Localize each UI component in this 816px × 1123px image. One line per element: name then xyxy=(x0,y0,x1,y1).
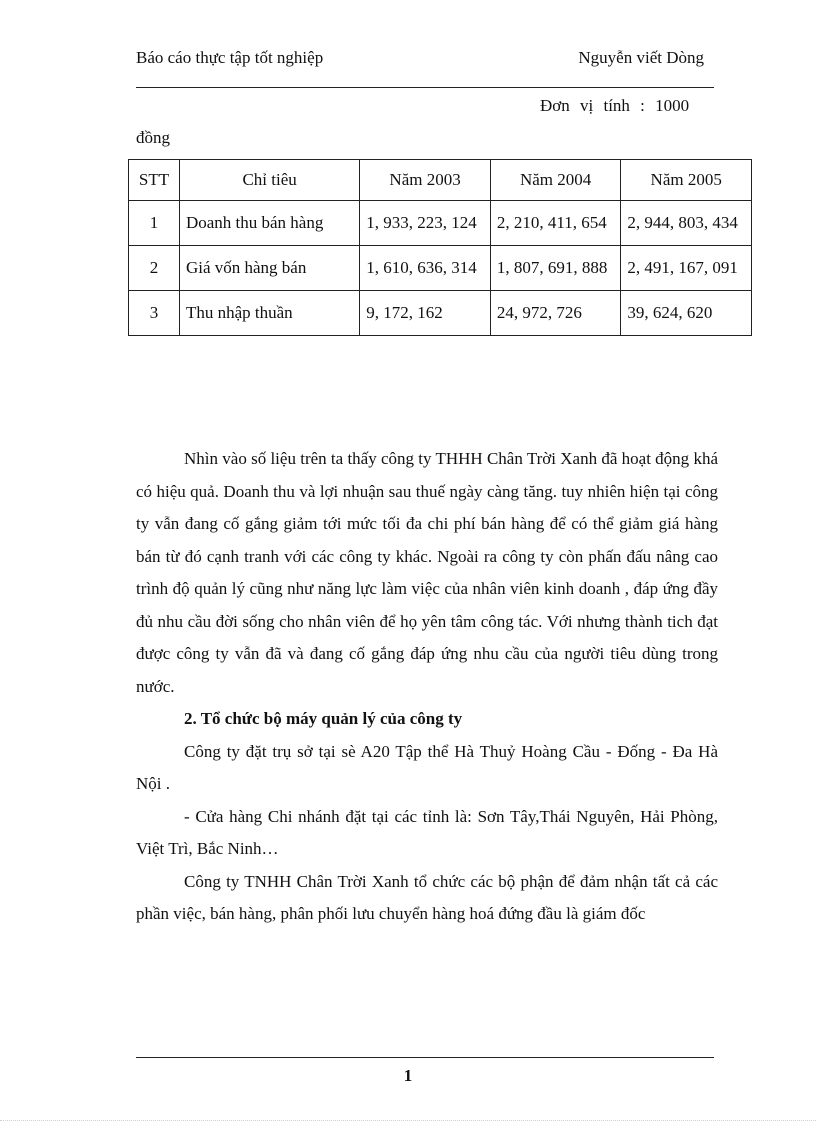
column-header-2004: Năm 2004 xyxy=(490,160,621,201)
paragraph-performance: Nhìn vào số liệu trên ta thấy công ty THHH Chân Trời Xanh đã hoạt động khá có hiệu quả. Doanh thu và lợi nhuận sau thuế ngày càng tăng. tuy nhiên hiện tại công ty vẫn đang cố gắng giảm tới mức tối đa chi phí bán hàng để có thể giảm giá hàng bán từ đó cạnh tranh với các công ty khác. Ngoài ra công ty còn phấn đấu nâng cao trình độ quản lý cũng như năng lực làm việc của nhân viên kinh doanh , đáp ứng đầy đủ nhu cầu đời sống cho nhân viên để họ yên tâm công tác. Với nhưng thành tich đạt được công ty vẫn đã và đang cố gắng đáp ứng nhu cầu của người tiêu dùng trong nước. xyxy=(136,449,718,696)
cell-2004: 1, 807, 691, 888 xyxy=(490,246,621,291)
page-number: 1 xyxy=(403,1066,413,1085)
row-number: 3 xyxy=(129,291,180,336)
financial-table xyxy=(128,159,752,336)
unit-label-continued: đồng xyxy=(136,128,170,147)
table-row xyxy=(129,201,752,246)
column-header-stt: STT xyxy=(129,160,180,201)
unit-label: Đơn vị tính : 1000 xyxy=(540,96,690,115)
cell-2003: 9, 172, 162 xyxy=(360,291,491,336)
cell-2005: 39, 624, 620 xyxy=(621,291,752,336)
footer-rule xyxy=(136,1057,714,1058)
row-indicator: Doanh thu bán hàng xyxy=(179,201,359,246)
header-report-title: Báo cáo thực tập tốt nghiệp xyxy=(136,48,324,67)
paragraph-organization: Công ty TNHH Chân Trời Xanh tổ chức các bộ phận để đảm nhận tất cả các phần việc, bán hàng, phân phối lưu chuyển hàng hoá đứng đầu là giám đốc xyxy=(136,871,718,923)
row-number: 2 xyxy=(129,246,180,291)
body-content xyxy=(136,443,718,931)
cell-2004: 2, 210, 411, 654 xyxy=(490,201,621,246)
page-header xyxy=(136,48,714,72)
cell-2003: 1, 610, 636, 314 xyxy=(360,246,491,291)
page-bottom-edge xyxy=(0,1120,816,1121)
cell-2004: 24, 972, 726 xyxy=(490,291,621,336)
row-indicator: Thu nhập thuần xyxy=(179,291,359,336)
table-header-row xyxy=(129,160,752,201)
cell-2003: 1, 933, 223, 124 xyxy=(360,201,491,246)
section-heading: 2. Tổ chức bộ máy quản lý của công ty xyxy=(184,709,463,728)
table-row xyxy=(129,246,752,291)
column-header-2005: Năm 2005 xyxy=(621,160,752,201)
row-number: 1 xyxy=(129,201,180,246)
column-header-indicator: Chỉ tiêu xyxy=(179,160,359,201)
column-header-2003: Năm 2003 xyxy=(360,160,491,201)
row-indicator: Giá vốn hàng bán xyxy=(179,246,359,291)
header-author-name: Nguyễn viết Dòng xyxy=(578,48,704,67)
header-rule xyxy=(136,87,714,88)
table-row xyxy=(129,291,752,336)
paragraph-branches: - Cửa hàng Chi nhánh đặt tại các tỉnh là: Sơn Tây,Thái Nguyên, Hải Phòng, Việt Trì, Bắc Ninh… xyxy=(136,806,718,858)
paragraph-headquarters: Công ty đặt trụ sở tại sè A20 Tập thể Hà Thuỷ Hoàng Cầu - Đống - Đa Hà Nội . xyxy=(136,741,718,793)
cell-2005: 2, 944, 803, 434 xyxy=(621,201,752,246)
cell-2005: 2, 491, 167, 091 xyxy=(621,246,752,291)
